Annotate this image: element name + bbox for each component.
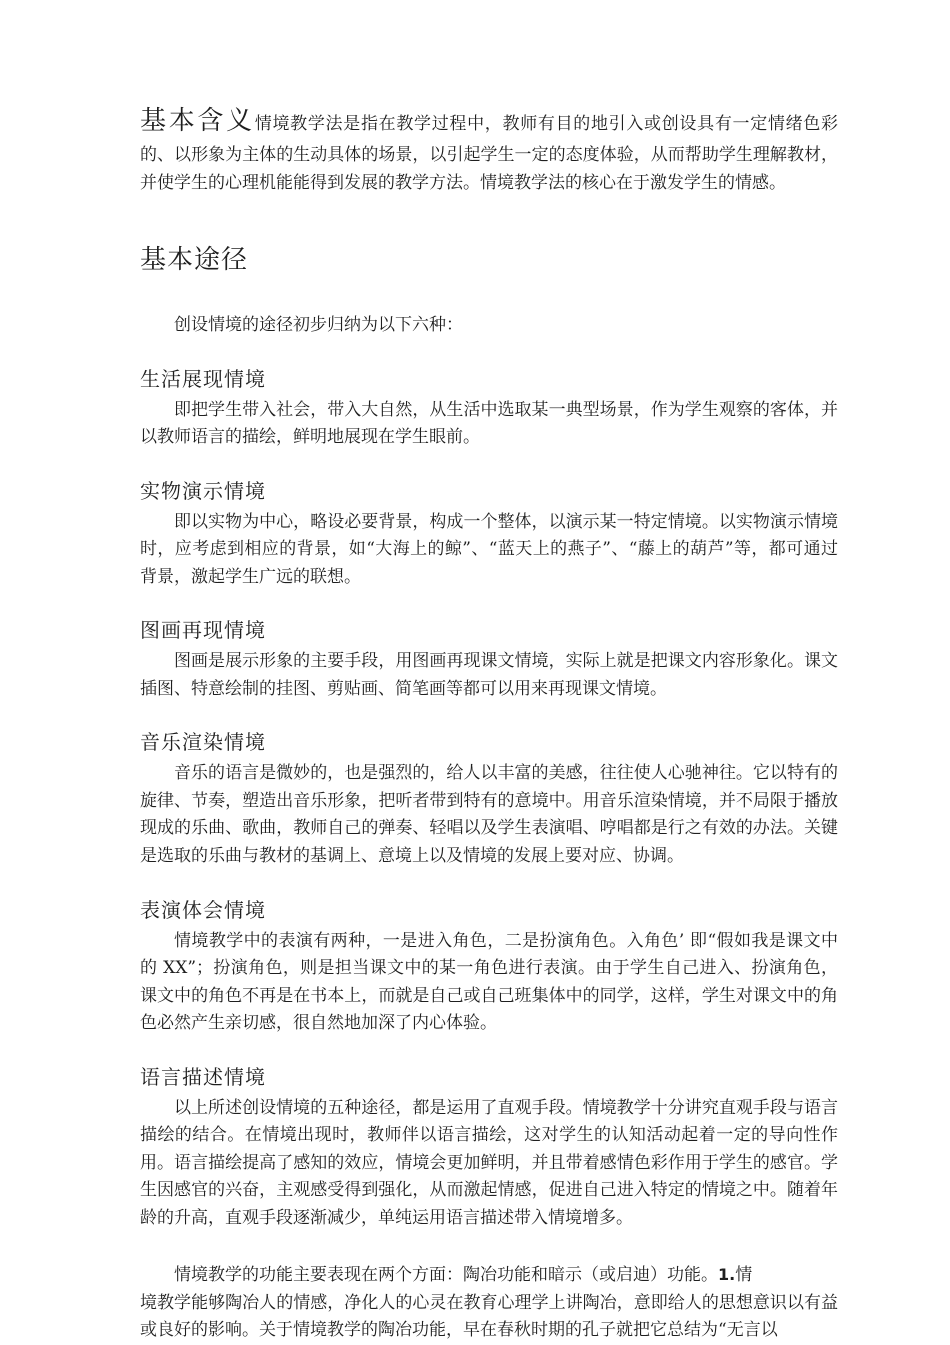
method-section-language [140,1061,838,1233]
method-section-objects [140,475,838,592]
lead-paragraph [140,100,838,197]
method-body-performance: 情境教学中的表演有两种，一是进入角色，二是扮演角色。入角色’ 即“假如我是课文中的 XX”；扮演角色，则是担当课文中的某一角色进行表演。由于学生自己进入、扮演角色，课文中的角色不再是在书本上，而就是自己或自己班集体中的同学，这样，学生对课文中的角色必然产生亲切感，很自然地加深了内心体验。 [140,930,838,1034]
method-section-life [140,363,838,452]
method-body-language: 以上所述创设情境的五种途径，都是运用了直观手段。情境教学十分讲究直观手段与语言描绘的结合。在情境出现时，教师伴以语言描绘，这对学生的认知活动起着一定的导向性作用。语言描绘提高了感知的效应，情境会更加鲜明，并且带着感情色彩作用于学生的感官。学生因感官的兴奋，主观感受得到强化，从而激起情感，促进自己进入特定的情境之中。随着年龄的升高，直观手段逐渐减少，单纯运用语言描述带入情境增多。 [140,1097,838,1228]
method-section-music [140,726,838,870]
method-title-objects: 实物演示情境 [140,478,266,503]
method-title-music: 音乐渲染情境 [140,730,266,755]
closing-text-rest: 境教学能够陶冶人的情感，净化人的心灵在教育心理学上讲陶冶，意即给人的思想意识以有益或良好的影响。关于情境教学的陶冶功能，早在春秋时期的孔子就把它总结为“无言以 [140,1292,838,1341]
lead-inline-heading: 基本含义 [140,106,255,136]
method-title-performance: 表演体会情境 [140,897,266,922]
method-body-music: 音乐的语言是微妙的，也是强烈的，给人以丰富的美感，往往使人心驰神往。它以特有的旋律、节奏，塑造出音乐形象，把听者带到特有的意境中。用音乐渲染情境，并不局限于播放现成的乐曲、歌曲，教师自己的弹奏、轻唱以及学生表演唱、哼唱都是行之有效的办法。关键是选取的乐曲与教材的基调上、意境上以及情境的发展上要对应、协调。 [140,763,838,867]
closing-text-wrap: 情 [735,1265,753,1286]
lead-text: 情境教学法是指在教学过程中，教师有目的地引入或创设具有一定情绪色彩的、以形象为主体的生动具体的场景，以引起学生一定的态度体验，从而帮助学生理解教材，并使学生的心理机能能得到发展的教学方法。情境教学法的核心在于激发学生的情感。 [140,114,838,193]
method-section-pictures [140,614,838,703]
closing-text-lead: 情境教学的功能主要表现在两个方面：陶冶功能和暗示（或启迪）功能。 [174,1265,718,1286]
closing-bold-number: 1. [718,1265,736,1285]
section-title-basic-approaches: 基本途径 [140,245,249,276]
intro-paragraph: 创设情境的途径初步归纳为以下六种： [174,315,463,336]
method-body-objects: 即以实物为中心，略设必要背景，构成一个整体，以演示某一特定情境。以实物演示情境时，应考虑到相应的背景，如“大海上的鲸”、“蓝天上的燕子”、“藤上的葫芦”等，都可通过背景，激起学生广远的联想。 [140,511,838,587]
method-body-life: 即把学生带入社会，带入大自然，从生活中选取某一典型场景，作为学生观察的客体，并以教师语言的描绘，鲜明地展现在学生眼前。 [140,399,838,448]
method-body-pictures: 图画是展示形象的主要手段，用图画再现课文情境，实际上就是把课文内容形象化。课文插图、特意绘制的挂图、剪贴画、简笔画等都可以用来再现课文情境。 [140,651,838,699]
method-section-performance [140,894,838,1038]
method-title-language: 语言描述情境 [140,1064,266,1089]
closing-paragraph [140,1262,838,1345]
method-title-life: 生活展现情境 [140,366,266,391]
method-title-pictures: 图画再现情境 [140,618,266,643]
